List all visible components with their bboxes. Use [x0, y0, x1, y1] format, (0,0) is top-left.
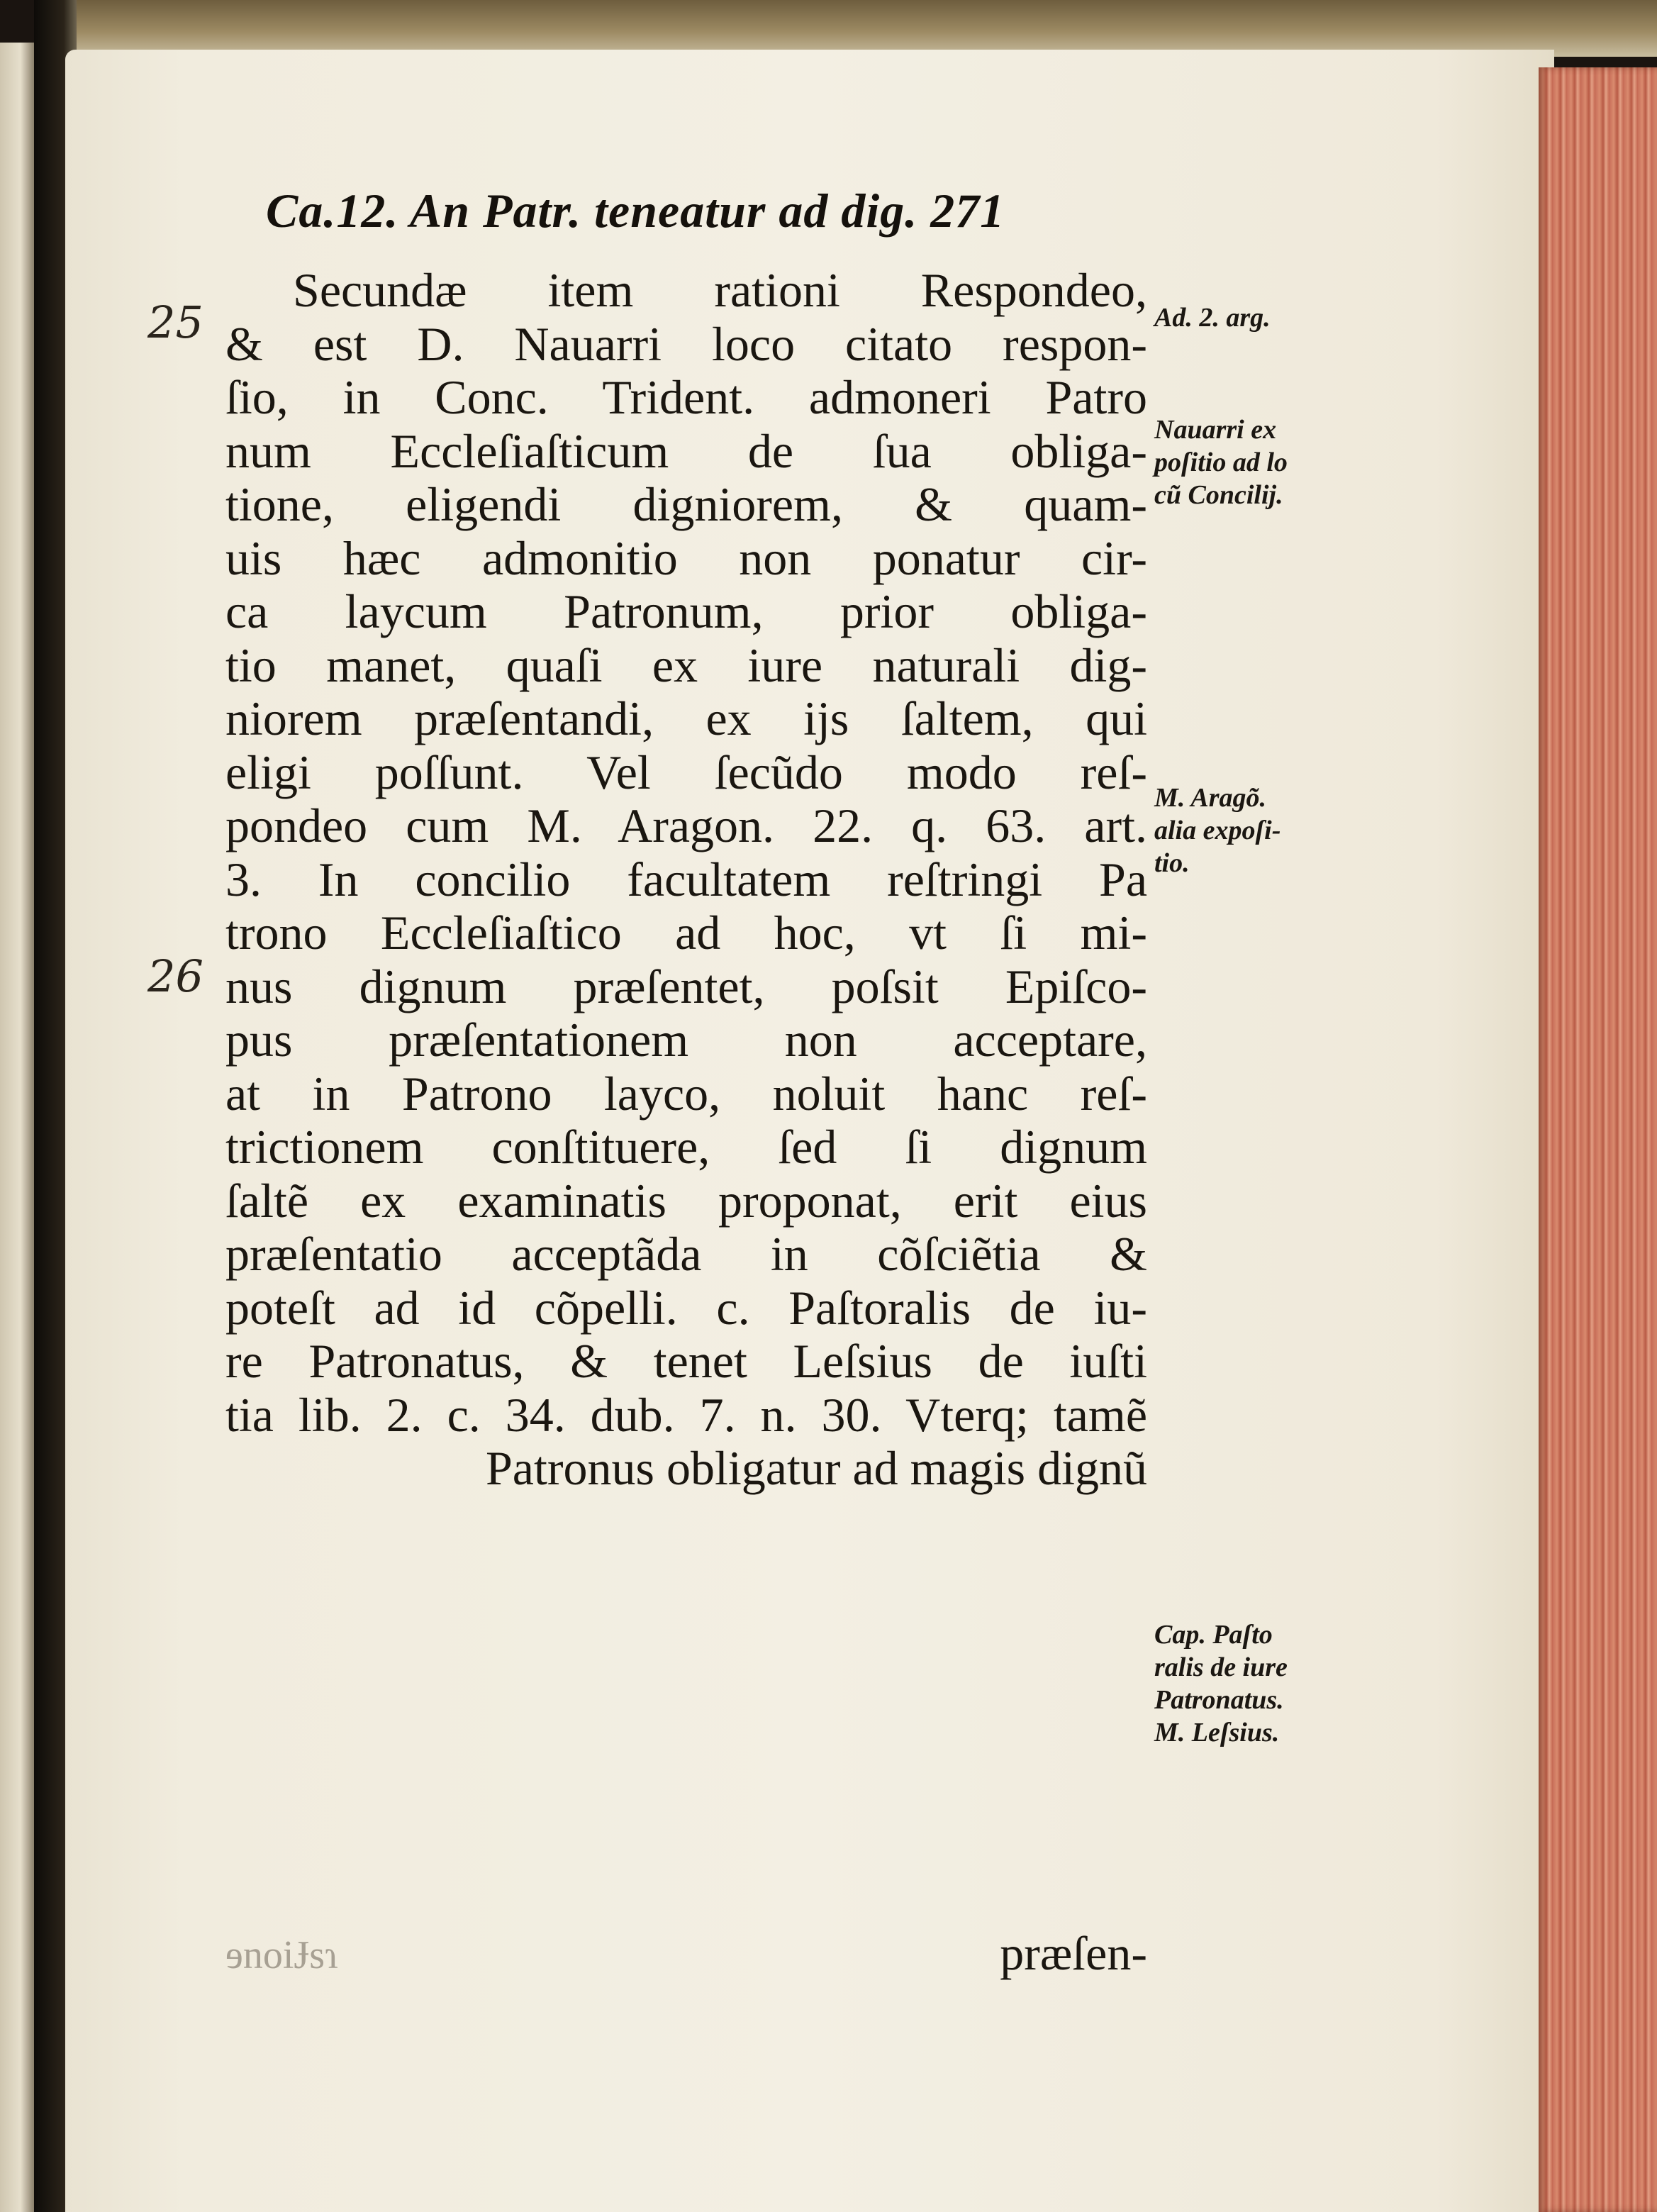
- catchword: præſen-: [1000, 1926, 1147, 1980]
- red-fore-edge: [1539, 67, 1657, 2212]
- body-line: Secundæ item rationi Respondeo,: [293, 264, 1147, 317]
- body-line: pus præſentationem non acceptare,: [225, 1013, 1147, 1067]
- body-line: ſaltẽ ex examinatis proponat, erit eius: [225, 1174, 1147, 1228]
- body-line: ſio, in Conc. Trident. admoneri Patro: [225, 371, 1147, 424]
- body-line: num Eccleſiaſticum de ſua obliga-: [225, 424, 1147, 478]
- handwritten-number-25: 25: [147, 296, 203, 348]
- body-line: poteſt ad id cõpelli. c. Paſtoralis de iu-: [225, 1281, 1147, 1335]
- body-line: præſentatio acceptãda in cõſciẽtia &: [225, 1228, 1147, 1281]
- body-line: trono Eccleſiaſtico ad hoc, vt ſi mi-: [225, 906, 1147, 960]
- body-line: niorem præſentandi, ex ijs ſaltem, qui: [225, 692, 1147, 745]
- marginal-note-aragon: M. Aragõ. alia expoſi- tio.: [1154, 783, 1281, 878]
- running-head: Ca.12. An Patr. teneatur ad dig. 271: [266, 184, 1005, 238]
- body-line: eligi poſſunt. Vel ſecũdo modo reſ-: [225, 745, 1147, 799]
- marginal-note-pastoralis: Cap. Paſto ralis de iure Patronatus. M. Leſsius.: [1154, 1620, 1288, 1747]
- body-line: uis hæc admonitio non ponatur cir-: [225, 531, 1147, 585]
- body-line: 3. In concilio facultatem reſtringi Pa: [225, 852, 1147, 906]
- body-line: pondeo cum M. Aragon. 22. q. 63. art.: [225, 799, 1147, 852]
- left-page-edge: [0, 43, 34, 2212]
- body-line: & est D. Nauarri loco citato respon-: [225, 317, 1147, 371]
- body-line: at in Patrono layco, noluit hanc reſ-: [225, 1067, 1147, 1121]
- body-line: tia lib. 2. c. 34. dub. 7. n. 30. Vterq; tamẽ: [225, 1388, 1147, 1442]
- body-line: tione, eligendi digniorem, & quam-: [225, 478, 1147, 531]
- body-line: tio manet, quaſi ex iure naturali dig-: [225, 638, 1147, 692]
- handwritten-number-26: 26: [147, 950, 203, 1002]
- body-line: re Patronatus, & tenet Leſsius de iuſti: [225, 1335, 1147, 1388]
- marginal-note-ad-arg: Ad. 2. arg.: [1154, 303, 1271, 333]
- marginal-note-nauarri: Nauarri ex poſitio ad lo cũ Concilij.: [1154, 415, 1288, 510]
- top-binding-edge: [64, 0, 1657, 57]
- show-through-text: ɘnoiɈsɿ: [225, 1933, 338, 1977]
- catchword-line: [225, 1925, 1147, 1989]
- body-line: Patronus obligatur ad magis dignũ: [485, 1442, 1147, 1495]
- body-line: nus dignum præſentet, poſsit Epiſco-: [225, 960, 1147, 1013]
- body-line: trictionem conſtituere, ſed ſi dignum: [225, 1121, 1147, 1174]
- body-line: ca laycum Patronum, prior obliga-: [225, 585, 1147, 638]
- body-text: [225, 264, 1147, 1496]
